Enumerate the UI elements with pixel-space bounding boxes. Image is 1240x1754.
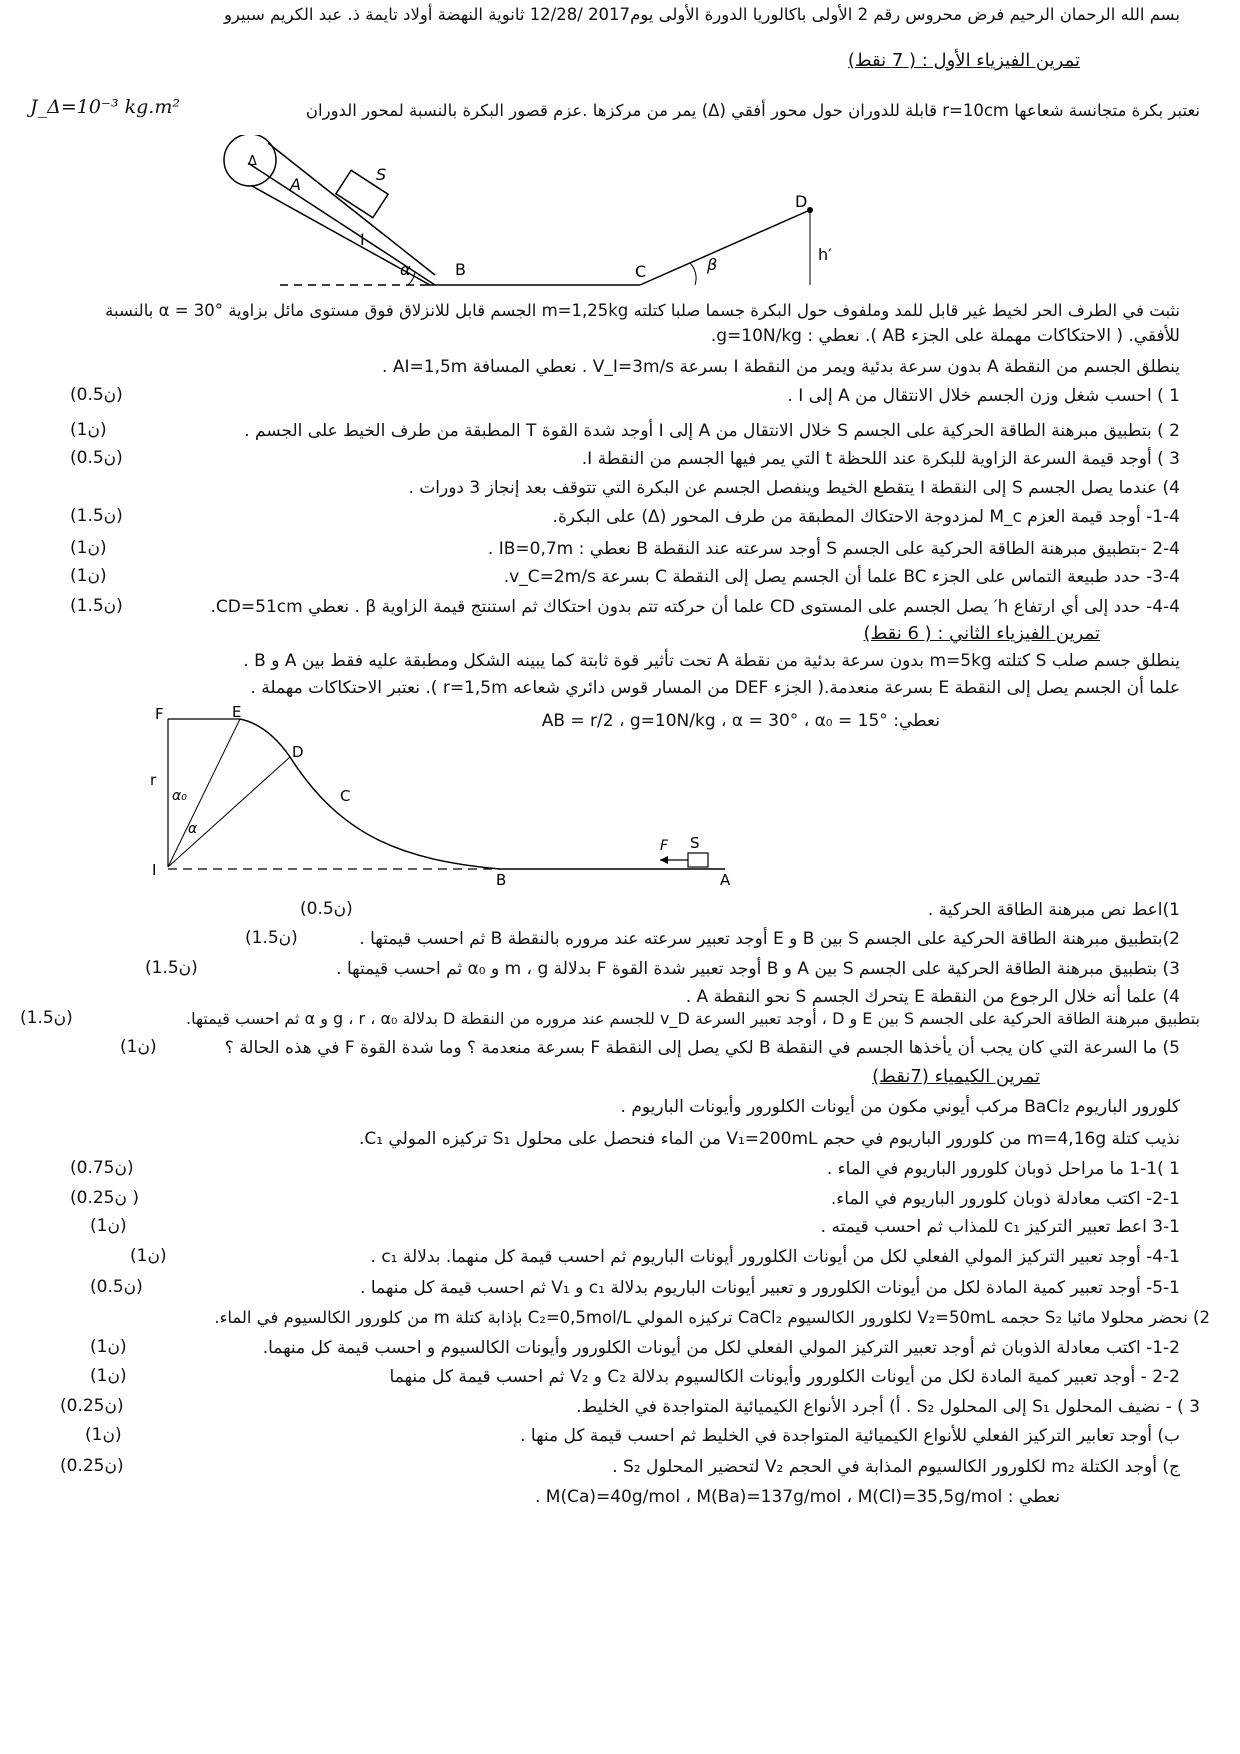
chem-q3c: ج) أوجد الكتلة m₂ لكلورور الكالسيوم المذابة في الحجم V₂ لتحضير المحلول S₂ . [612,1457,1180,1477]
chem-q3b-points: (1ن) [85,1425,122,1445]
chem-q1-3: 3-1 اعط تعبير التركيز c₁ للمذاب ثم احسب قيمته . [820,1217,1180,1237]
figure-1-incline-pulley [220,135,900,315]
p2-q5: 5) ما السرعة التي كان يجب أن يأخذها الجسم في النقطة B لكي يصل إلى النقطة F بسرعة منعدمة ؟ وما شدة القوة F في هذه الحالة ؟ [224,1038,1180,1058]
inertia-value: J_Δ=10⁻³ kg.m² [30,96,180,118]
p2-q1: 1)اعط نص مبرهنة الطاقة الحركية . [927,900,1180,920]
p2-q4b: بتطبيق مبرهنة الطاقة الحركية على الجسم S بين E و D ، أوجد تعبير السرعة v_D للجسم عند مروره من النقطة D بدلالة g ، r ، α₀ و α ثم احسب قيمتها. [186,1009,1200,1028]
physics1-intro3: للأفقي. ( الاحتكاكات مهملة على الجزء AB ). نعطي : g=10N/kg. [710,326,1180,346]
exam-header: بسم الله الرحمان الرحيم فرض محروس رقم 2 الأولى باكالوريا الدورة الأولى يوم2017 /12/28 ثانوية النهضة أولاد تايمة ذ. عبد الكريم سبيرو [223,5,1180,24]
chem-q1-2-points: (0.25ن ) [70,1188,140,1208]
chem-q2-1: 1-2- اكتب معادلة الذوبان ثم أوجد تعبير التركيز المولي الفعلي لكل من أيونات الكلورور وأيونات الكالسيوم و احسب قيمة كل منهما. [262,1338,1180,1358]
p1-q2-points: (1ن) [70,420,107,440]
physics1-title: تمرين الفيزياء الأول : ( 7 نقط) [847,50,1080,71]
chem-q3-points: (0.25ن) [60,1396,124,1416]
svg-text:B: B [496,871,507,889]
chem-q1-4: 4-1- أوجد تعبير التركيز المولي الفعلي لكل من أيونات الكلورور أيونات الباريوم ثم احسب قيمة كل منهما. بدلالة c₁ . [370,1247,1180,1267]
p2-q4-points: (1.5ن) [20,1008,73,1028]
p2-q3-points: (1.5ن) [145,958,198,978]
chem-q3: 3 ) - نضيف المحلول S₁ إلى المحلول S₂ . أ) أجرد الأنواع الكيميائية المتواجدة في الخليط. [576,1397,1200,1417]
physics1-intro2: نثبت في الطرف الحر لخيط غير قابل للمد وملفوف حول البكرة جسما صلبا كتلته m=1,25kg الجسم قابل للانزلاق فوق مستوى مائل بزاوية α = 30° بالنسبة [105,301,1180,320]
physics2-intro2: علما أن الجسم يصل إلى النقطة E بسرعة منعدمة.( الجزء DEF من المسار قوس دائري شعاعه r=1,5m ). نعتبر الاحتكاكات مهملة . [250,678,1180,698]
physics2-intro1: ينطلق جسم صلب S كتلته m=5kg بدون سرعة بدئية من نقطة A تحت تأثير قوة ثابتة كما يبينه الشكل ومطبقة عليه فقط بين A و B . [243,651,1180,671]
p2-q5-points: (1ن) [120,1037,157,1057]
svg-text:C: C [635,262,647,281]
p1-q4-4: 4-4- حدد إلى أي ارتفاع h′ يصل الجسم على المستوى CD علما أن حركته تتم بدون احتكاك ثم استنتج قيمة الزاوية β . نعطي CD=51cm. [210,597,1180,617]
p2-q2-points: (1.5ن) [245,928,298,948]
p1-q4-1-points: (1.5ن) [70,506,123,526]
p1-q4-4-points: (1.5ن) [70,596,123,616]
chem-q1-1-points: (0.75ن) [70,1158,134,1178]
p1-q3-points: (0.5ن) [70,448,123,468]
solid-s-block [688,853,708,867]
p2-q1-points: (0.5ن) [300,899,353,919]
svg-text:I: I [152,861,157,879]
physics1-intro1: نعتبر بكرة متجانسة شعاعها r=10cm قابلة للدوران حول محور أفقي (Δ) يمر من مركزها .عزم قصور البكرة بالنسبة لمحور الدوران [305,101,1200,120]
force-arrow-icon [660,856,668,864]
p1-q4: 4) عندما يصل الجسم S إلى النقطة I يتقطع الخيط وينفصل الجسم عن البكرة التي تتوقف بعد إنجاز 3 دورات . [408,478,1180,498]
fig1-label-delta: Δ [248,154,257,169]
chem-q1-5: 5-1- أوجد تعبير كمية المادة لكل من أيونات الكلورور و تعبير أيونات الباريوم بدلالة c₁ و V₁ ثم احسب قيمة كل منهما . [360,1278,1180,1298]
svg-text:E: E [232,705,242,721]
svg-text:C: C [340,787,351,805]
svg-text:F: F [660,838,669,854]
p1-q4-2-points: (1ن) [70,538,107,558]
physics2-givens: نعطي: AB = r/2 ، g=10N/kg ، α = 30° ، α₀ = 15° [541,711,940,731]
svg-text:r: r [150,771,157,789]
chem-q3c-points: (0.25ن) [60,1456,124,1476]
p1-q1: 1 ) احسب شغل وزن الجسم خلال الانتقال من A إلى I . [787,386,1180,406]
chem-q2: 2) نحضر محلولا مائيا S₂ حجمه V₂=50mL لكلورور الكالسيوم CaCl₂ تركيزه المولي C₂=0,5mol/L بإذابة كتلة m من كلورور الكالسيوم في الماء. [214,1308,1210,1327]
chem-q1-3-points: (1ن) [90,1216,127,1236]
chem-intro2: نذيب كتلة m=4,16g من كلورور الباريوم في حجم V₁=200mL من الماء فنحصل على محلول S₁ تركيزه المولي C₁. [358,1129,1180,1149]
svg-text:S: S [376,165,387,184]
p2-q3: 3) بتطبيق مبرهنة الطاقة الحركية على الجسم S بين A و B أوجد تعبير شدة القوة F بدلالة m ، g و α₀ ثم احسب قيمتها . [336,959,1180,979]
svg-text:A: A [290,175,301,194]
chem-q2-1-points: (1ن) [90,1337,127,1357]
p1-q3: 3 ) أوجد قيمة السرعة الزاوية للبكرة عند اللحظة t التي يمر فيها الجسم من النقطة I. [581,449,1180,469]
chem-given: نعطي : M(Ca)=40g/mol ، M(Ba)=137g/mol ، M(Cl)=35,5g/mol . [534,1487,1060,1507]
chem-intro1: كلورور الباريوم BaCl₂ مركب أيوني مكون من أيونات الكلورور وأيونات الباريوم . [620,1097,1180,1117]
physics2-title: تمرين الفيزياء الثاني : ( 6 نقط) [863,623,1100,644]
svg-text:S: S [690,834,700,852]
chemistry-title: تمرين الكيمياء (7نقط) [872,1066,1040,1087]
svg-text:D: D [795,192,808,211]
svg-text:F: F [155,705,164,723]
p1-q4-3-points: (1ن) [70,566,107,586]
svg-text:β: β [707,255,718,274]
chem-q3b: ب) أوجد تعابير التركيز الفعلي للأنواع الكيميائية المتواجدة في الخليط ثم احسب قيمة كل منها . [520,1426,1180,1446]
p1-q2: 2 ) بتطبيق مبرهنة الطاقة الحركية على الجسم S خلال الانتقال من A إلى I أوجد شدة القوة T المطبقة من طرف الخيط على الجسم . [244,421,1180,441]
chem-q1-5-points: (0.5ن) [90,1277,143,1297]
svg-text:B: B [455,260,466,279]
svg-text:h′: h′ [818,245,832,264]
physics1-intro4: ينطلق الجسم من النقطة A بدون سرعة بدئية ويمر من النقطة I بسرعة V_I=3m/s . نعطي المسافة AI=1,5m . [382,357,1180,377]
chem-q2-2-points: (1ن) [90,1366,127,1386]
svg-text:α: α [188,821,198,837]
svg-text:α: α [400,260,411,279]
chem-q1-1: 1 )1-1 ما مراحل ذوبان كلورور الباريوم في الماء . [826,1159,1180,1179]
p1-q4-3: 3-4- حدد طبيعة التماس على الجزء BC علما أن الجسم يصل إلى النقطة C بسرعة v_C=2m/s. [503,567,1180,587]
chem-q1-2: 2-1- اكتب معادلة ذوبان كلورور الباريوم في الماء. [830,1189,1180,1209]
p2-q2: 2)بتطبيق مبرهنة الطاقة الحركية على الجسم S بين B و E أوجد تعبير سرعته عند مروره بالنقطة B ثم احسب قيمتها . [359,929,1180,949]
p2-q4a: 4) علما أنه خلال الرجوع من النقطة E يتحرك الجسم S نحو النقطة A . [685,987,1180,1007]
p1-q4-1: 1-4- أوجد قيمة العزم M_c لمزدوجة الاحتكاك المطبقة من طرف المحور (Δ) على البكرة. [552,507,1180,527]
p1-q4-2: 2-4 -بتطبيق مبرهنة الطاقة الحركية على الجسم S أوجد سرعته عند النقطة B نعطي : IB=0,7m . [487,539,1180,559]
chem-q2-2: 2-2 - أوجد تعبير كمية المادة لكل من أيونات الكلورور وأيونات الكالسيوم بدلالة C₂ و V₂ ثم احسب قيمة كل منهما [389,1367,1180,1387]
svg-text:I: I [360,230,365,249]
chem-q1-4-points: (1ن) [130,1246,167,1266]
svg-text:D: D [292,743,304,761]
figure-2-track [140,705,760,890]
svg-text:α₀: α₀ [172,788,187,804]
svg-text:A: A [720,871,731,889]
p1-q1-points: (0.5ن) [70,385,123,405]
